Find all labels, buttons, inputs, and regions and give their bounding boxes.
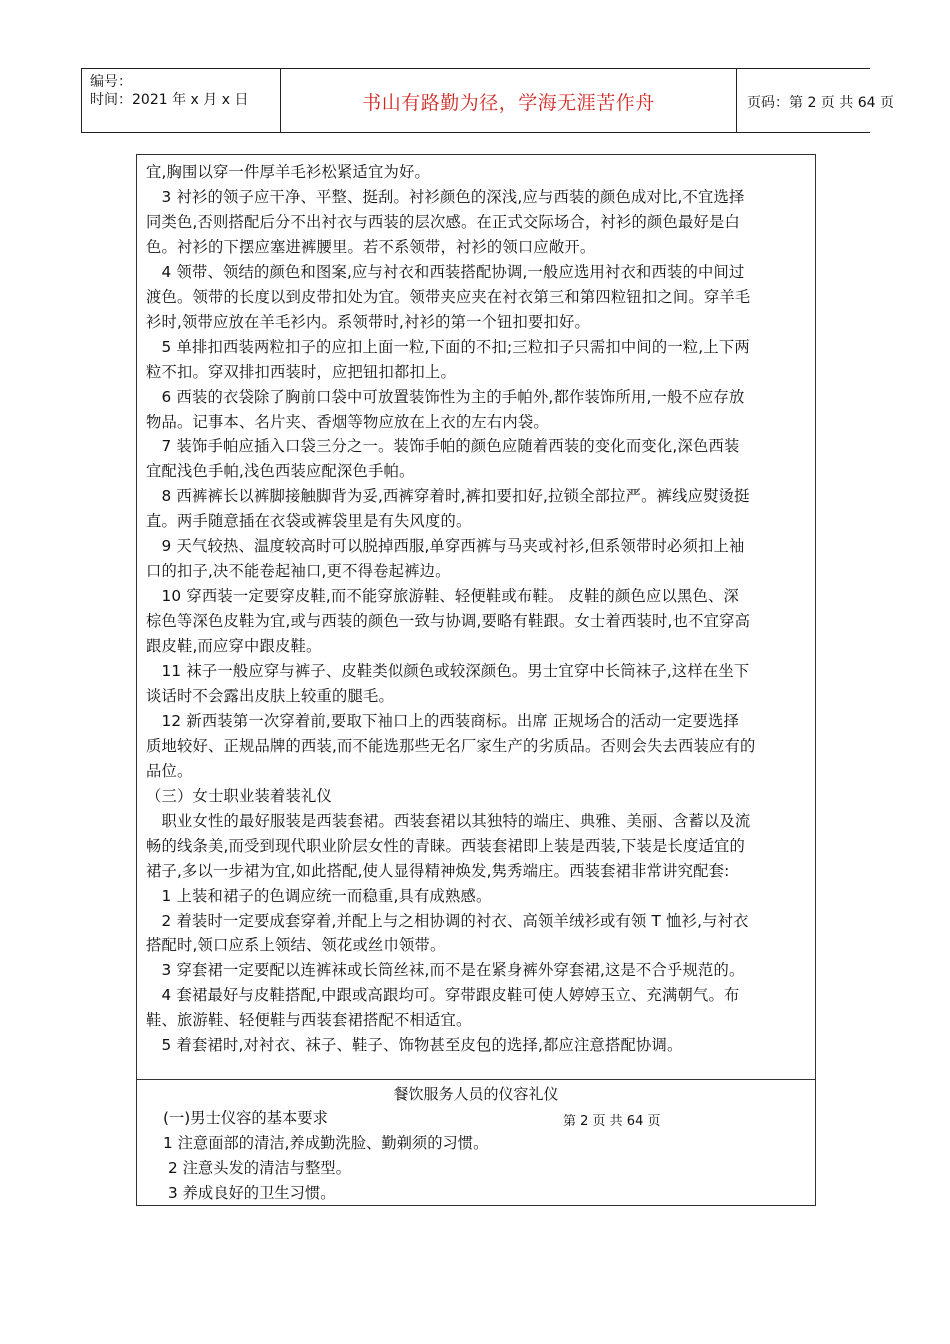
paragraph-line: 2 注意头发的清洁与整型。 (168, 1159, 351, 1177)
paragraph-line: 9 天气较热、温度较高时可以脱掉西服,单穿西裤与马夹或衬衫,但系领带时必须扣上袖 (146, 537, 745, 556)
paragraph-line: 10 穿西装一定要穿皮鞋,而不能穿旅游鞋、轻便鞋或布鞋。 皮鞋的颜色应以黑色、深 (146, 587, 739, 606)
paragraph-line: 质地较好、正规品牌的西装,而不能选那些无名厂家生产的劣质品。否则会失去西装应有的 (146, 736, 756, 755)
paragraph-line: 宜配浅色手帕,浅色西装应配深色手帕。 (146, 462, 415, 481)
header-motto-cell (281, 69, 737, 132)
paragraph-line: 直。两手随意插在衣袋或裤袋里是有失风度的。 (146, 512, 472, 531)
paragraph-line: 跟皮鞋,而应穿中跟皮鞋。 (146, 637, 322, 656)
subsection-heading: (一)男士仪容的基本要求 (163, 1109, 328, 1127)
paragraph-line: 品位。 (146, 761, 193, 780)
paragraph-line: 口的扣子,决不能卷起袖口,更不得卷起裤边。 (146, 562, 451, 581)
paragraph-line: 粒不扣。穿双排扣西装时，应把钮扣都扣上。 (146, 362, 456, 381)
paragraph-line: 物品。记事本、名片夹、香烟等物应放在上衣的左右内袋。 (146, 412, 549, 431)
section-title: 餐饮服务人员的仪容礼仪 (393, 1085, 559, 1103)
paragraph-line: 渡色。领带的长度以到皮带扣处为宜。领带夹应夹在衬衣第三和第四粒钮扣之间。穿羊毛 (146, 287, 751, 306)
paragraph-line: 衫时,领带应放在羊毛衫内。系领带时,衬衫的第一个钮扣要扣好。 (146, 312, 591, 331)
paragraph-line: 棕色等深色皮鞋为宜,或与西装的颜色一致与协调,要略有鞋跟。女士着西装时,也不宜穿高 (146, 612, 751, 631)
paragraph-line: 3 衬衫的领子应干净、平整、挺刮。衬衫颜色的深浅,应与西装的颜色成对比,不宜选择 (146, 187, 745, 206)
paragraph-line: 裙子,多以一步裙为宜,如此搭配,使人显得精神焕发,隽秀端庄。西装套裙非常讲究配套: (146, 861, 730, 880)
page-header (81, 68, 894, 133)
code-label: 编号： (90, 74, 132, 90)
paragraph-line: 1 上装和裙子的色调应统一而稳重,具有成熟感。 (146, 886, 492, 905)
paragraph-line: 8 西裤裤长以裤脚接触脚背为妥,西裤穿着时,裤扣要扣好,拉锁全部拉严。裤线应熨烫挺 (146, 487, 750, 506)
paragraph-line: 11 袜子一般应穿与裤子、皮鞋类似颜色或较深颜色。男士宜穿中长筒袜子,这样在坐下 (146, 662, 750, 680)
paragraph-line: 搭配时,领口应系上领结、领花或丝巾领带。 (146, 936, 446, 955)
motto: 书山有路勤为径，学海无涯苦作舟 (362, 92, 655, 114)
paragraph-line: 5 单排扣西装两粒扣子的应扣上面一粒,下面的不扣;三粒扣子只需扣中间的一粒,上下两 (146, 337, 750, 356)
paragraph-line: 色。衬衫的下摆应塞进裤腰里。若不系领带，衬衫的领口应敞开。 (146, 237, 596, 256)
paragraph-line: 畅的线条美,而受到现代职业阶层女性的青睐。西装套裙即上装是西装,下装是长度适宜的 (146, 836, 746, 855)
paragraph-line: 7 装饰手帕应插入口袋三分之一。装饰手帕的颜色应随着西装的变化而变化,深色西装 (146, 437, 740, 456)
paragraph-line: 4 套裙最好与皮鞋搭配,中跟或高跟均可。穿带跟皮鞋可使人婷婷玉立、充满朝气。布 (146, 986, 740, 1005)
header-info-cell (82, 69, 281, 132)
page-footer: 第 2 页 共 64 页 (563, 1114, 661, 1129)
header-page-cell (737, 69, 894, 132)
date-label: 时间：2021 年 x 月 x 日 (90, 92, 249, 108)
paragraph-line: 职业女性的最好服装是西装套裙。西装套裙以其独特的端庄、典雅、美丽、含蓄以及流 (146, 811, 751, 830)
paragraph-line: 宜,胸围以穿一件厚羊毛衫松紧适宜为好。 (146, 163, 431, 181)
paragraph-line: 谈话时不会露出皮肤上较重的腿毛。 (146, 686, 394, 705)
paragraph-line: 1 注意面部的清洁,养成勤洗脸、勤剃须的习惯。 (163, 1134, 489, 1152)
paragraph-line: 12 新西装第一次穿着前,要取下袖口上的西装商标。出席 正规场合的活动一定要选择 (146, 711, 739, 730)
paragraph-line: 2 着装时一定要成套穿着,并配上与之相协调的衬衣、高领羊绒衫或有领 T 恤衫,与衬衣 (146, 911, 749, 930)
paragraph-line: 同类色,否则搭配后分不出衬衣与西装的层次感。在正式交际场合，衬衫的颜色最好是白 (146, 212, 740, 231)
paragraph-line: 5 着套裙时,对衬衣、袜子、鞋子、饰物甚至皮包的选择,都应注意搭配协调。 (146, 1036, 683, 1055)
paragraph-line: 4 领带、领结的颜色和图案,应与衬衣和西装搭配协调,一般应选用衬衣和西装的中间过 (146, 262, 745, 281)
paragraph-line: 3 穿套裙一定要配以连裤袜或长筒丝袜,而不是在紧身裤外穿套裙,这是不合乎规范的。 (146, 961, 745, 980)
paragraph-line: 6 西装的衣袋除了胸前口袋中可放置装饰性为主的手帕外,都作装饰所用,一般不应存放 (146, 387, 745, 406)
paragraph-line: 鞋、旅游鞋、轻便鞋与西装套裙搭配不相适宜。 (146, 1011, 472, 1030)
page-number: 页码：第 2 页 共 64 页 (747, 95, 894, 111)
paragraph-line: （三）女士职业装着装礼仪 (146, 786, 332, 805)
paragraph-line: 3 养成良好的卫生习惯。 (168, 1184, 336, 1202)
